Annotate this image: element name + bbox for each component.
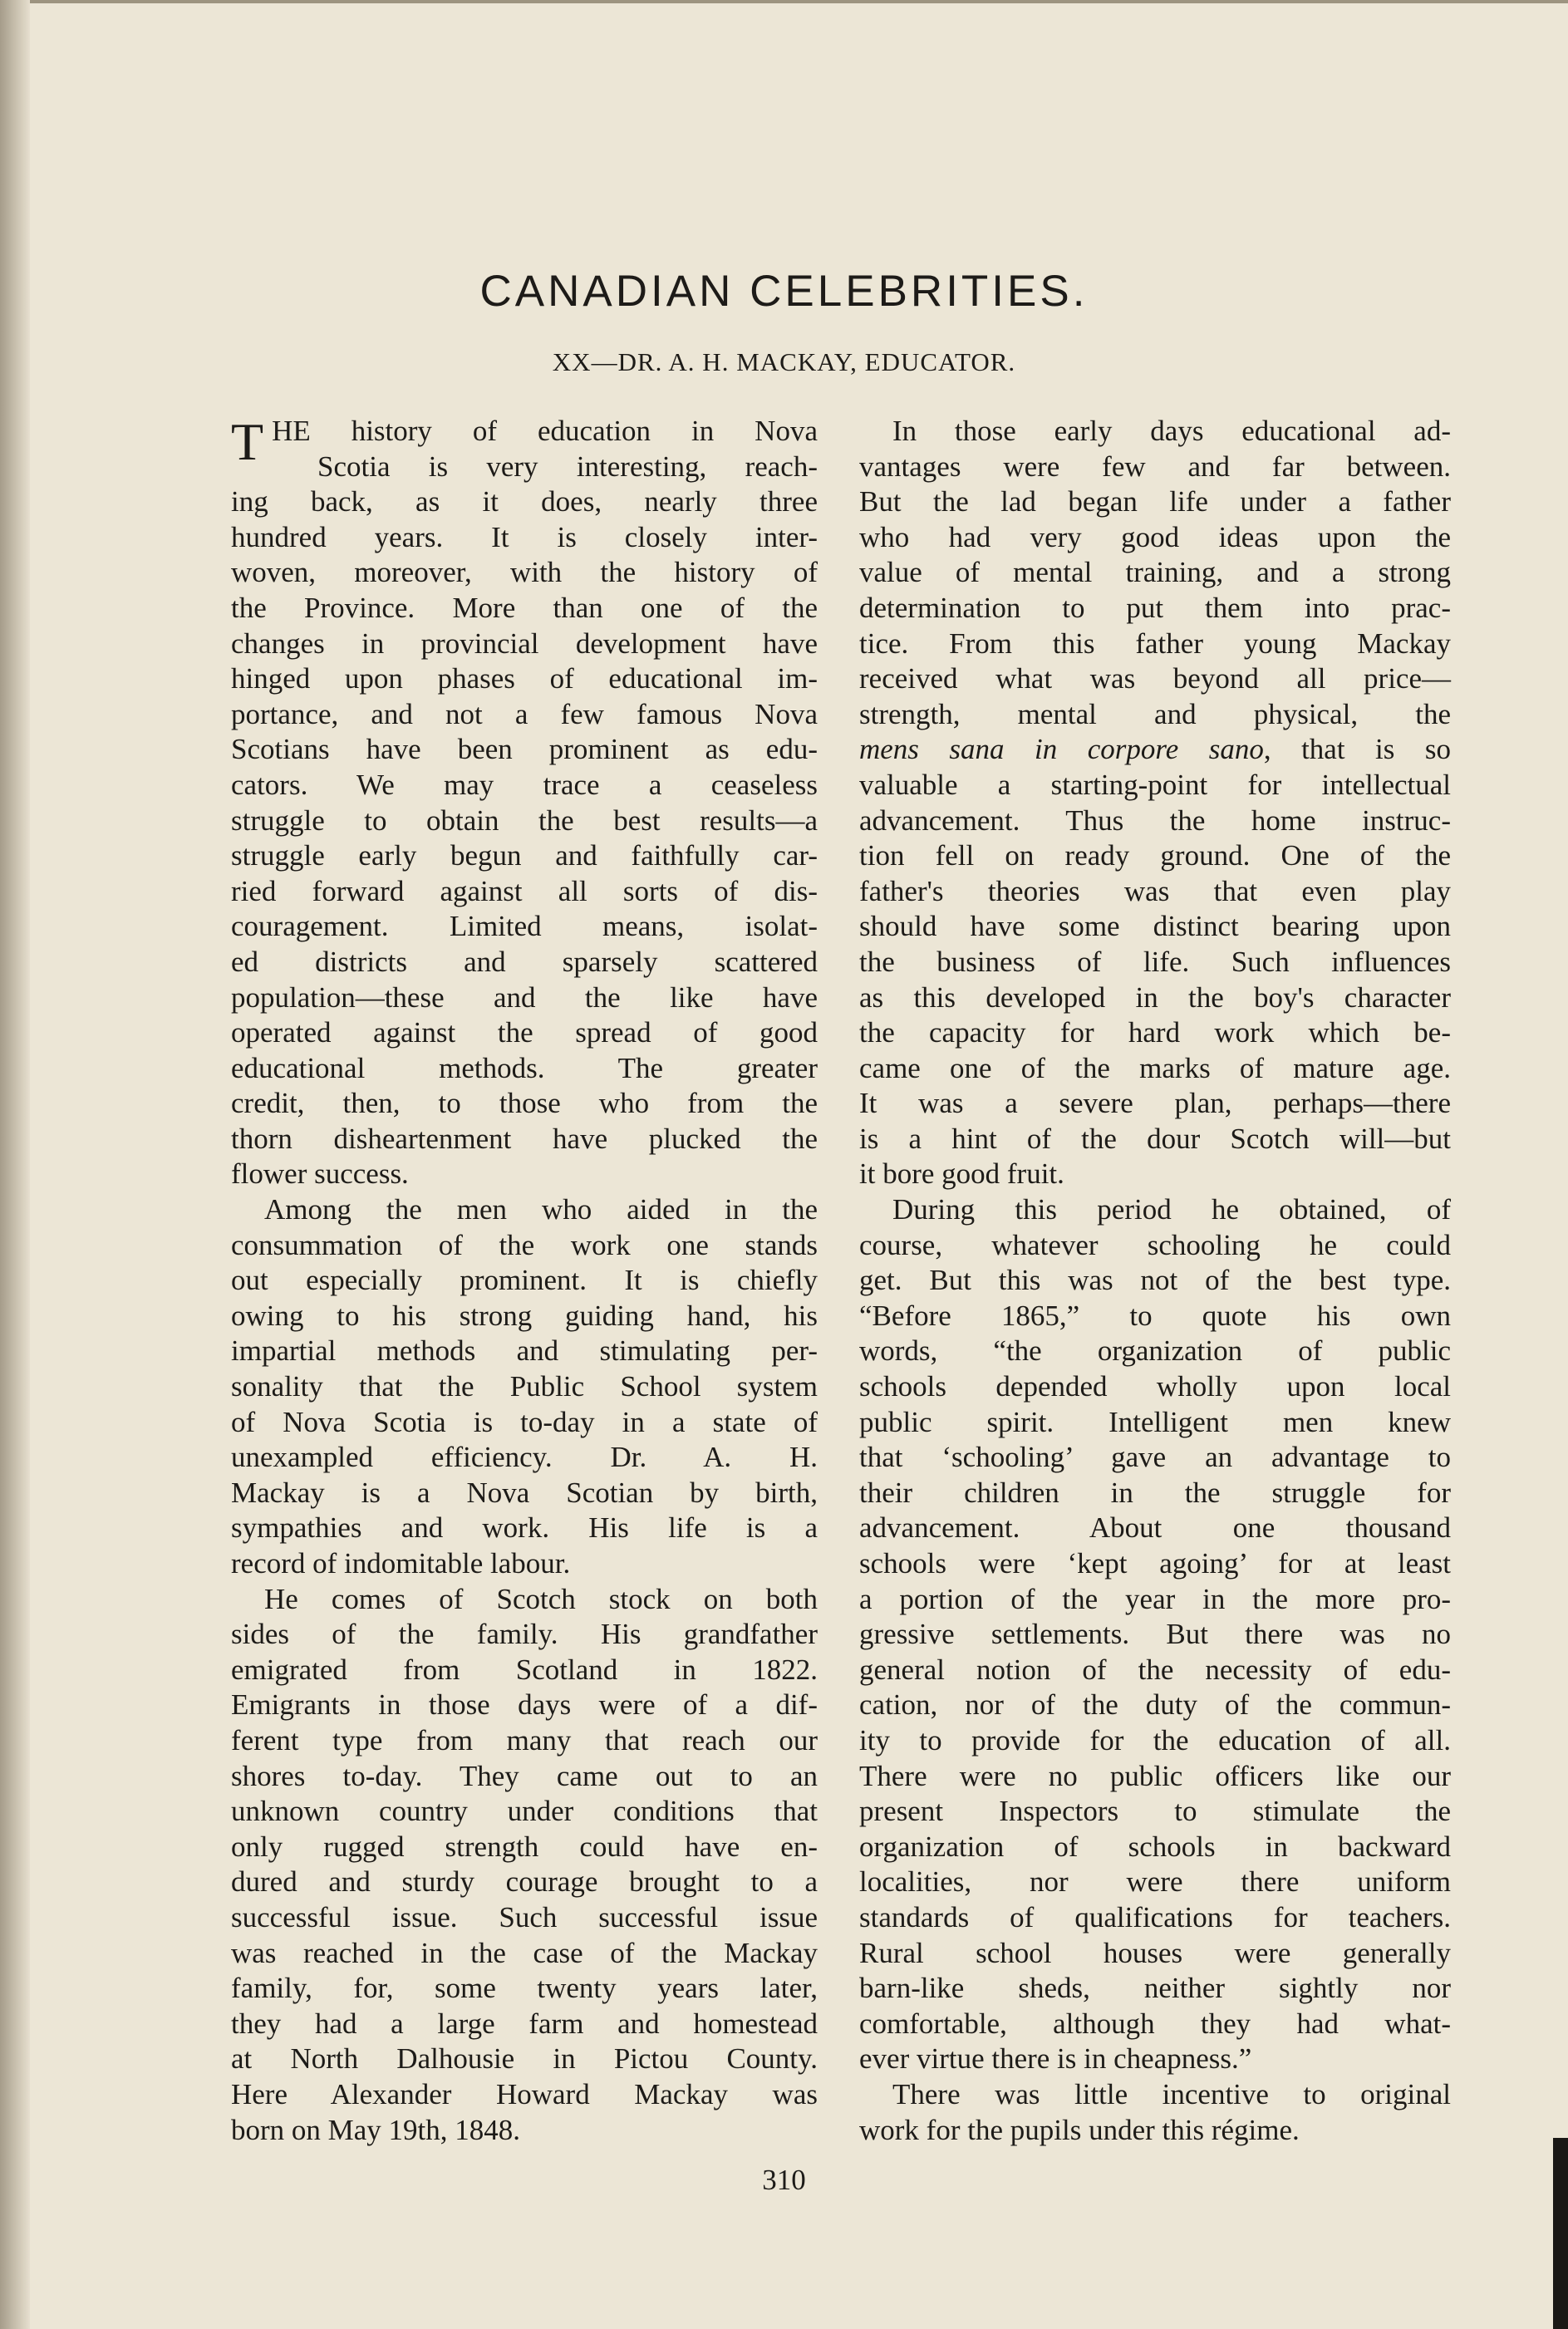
text-line: Among the men who aided in the (264, 1193, 818, 1226)
text-line: out especially prominent. It is chiefly (231, 1264, 818, 1297)
text-line: came one of the marks of mature age. (859, 1051, 1451, 1084)
text-line: Here Alexander Howard Mackay was (231, 2077, 818, 2110)
text-line: Mackay is a Nova Scotian by birth, (231, 1476, 818, 1509)
text-line: shores to-day. They came out to an (231, 1759, 818, 1792)
text-line: educational methods. The greater (231, 1051, 818, 1084)
text-line: they had a large farm and homestead (231, 2007, 818, 2040)
text-line: successful issue. Such successful issue (231, 1900, 818, 1933)
text-line: work for the pupils under this régime. (859, 2113, 1300, 2146)
text-line: who had very good ideas upon the (859, 520, 1451, 553)
text-line: In those early days educational ad- (892, 415, 1451, 447)
text-line: should have some distinct bearing upon (859, 910, 1451, 943)
text-line: received what was beyond all price— (859, 662, 1451, 695)
page-number: 310 (762, 2164, 806, 2196)
left-column (231, 414, 818, 2148)
text-line: words, “the organization of public (859, 1334, 1451, 1368)
text-line: advancement. Thus the home instruc- (859, 803, 1451, 837)
text-line: There was little incentive to original (892, 2077, 1451, 2110)
text-line: Rural school houses were generally (859, 1936, 1451, 1969)
text-line: unknown country under conditions that (231, 1795, 818, 1828)
text-line: the capacity for hard work which be- (859, 1016, 1451, 1049)
text-line: Scotia is very interesting, reach- (317, 450, 818, 483)
text-line: But the lad began life under a father (859, 485, 1451, 518)
text-line: gressive settlements. But there was no (859, 1618, 1451, 1651)
text-line: There were no public officers like our (859, 1759, 1451, 1792)
text-line: of Nova Scotia is to-day in a state of (231, 1405, 818, 1438)
text-line: valuable a starting-point for intellectual (859, 768, 1451, 801)
text-line: cation, nor of the duty of the commun- (859, 1688, 1451, 1722)
drop-cap: T (231, 412, 264, 471)
text-line: ever virtue there is in cheapness.” (859, 2042, 1252, 2076)
text-line: their children in the struggle for (859, 1476, 1451, 1509)
text-line: flower success. (231, 1157, 409, 1191)
text-line: determination to put them into prac- (859, 591, 1451, 624)
text-line: schools were ‘kept agoing’ for at least (859, 1547, 1451, 1580)
text-line: standards of qualifications for teachers. (859, 1900, 1451, 1933)
text-line: localities, nor were there uniform (859, 1865, 1451, 1899)
text-line: struggle early begun and faithfully car- (231, 839, 818, 872)
text-line: cators. We may trace a ceaseless (231, 768, 818, 801)
text-line: at North Dalhousie in Pictou County. (231, 2042, 818, 2076)
text-line: struggle to obtain the best results—a (231, 803, 818, 837)
text-line: tice. From this father young Mackay (859, 626, 1451, 660)
text-line: Emigrants in those days were of a dif- (231, 1688, 818, 1722)
text-line: emigrated from Scotland in 1822. (231, 1653, 818, 1686)
text-line: sonality that the Public School system (231, 1370, 818, 1403)
text-line: ferent type from many that reach our (231, 1723, 818, 1757)
text-line: portance, and not a few famous Nova (231, 697, 818, 730)
text-line: course, whatever schooling he could (859, 1228, 1451, 1261)
text-line: father's theories was that even play (859, 874, 1451, 907)
text-line: the business of life. Such influences (859, 945, 1451, 978)
text-line: credit, then, to those who from the (231, 1087, 818, 1120)
text-line: present Inspectors to stimulate the (859, 1795, 1451, 1828)
text-line: impartial methods and stimulating per- (231, 1334, 818, 1368)
right-column (859, 414, 1451, 2148)
text-line: only rugged strength could have en- (231, 1830, 818, 1863)
text-line: couragement. Limited means, isolat- (231, 910, 818, 943)
text-line: born on May 19th, 1848. (231, 2113, 521, 2146)
text-line: the Province. More than one of the (231, 591, 818, 624)
article-title: CANADIAN CELEBRITIES. (479, 267, 1089, 316)
text-line: woven, moreover, with the history of (231, 556, 818, 589)
text-line: mens sana in corpore sano, that is so (859, 733, 1451, 766)
latin-phrase: mens sana in corpore sano (859, 733, 1264, 766)
text-line: was reached in the case of the Mackay (231, 1936, 818, 1969)
text-line: family, for, some twenty years later, (231, 1972, 818, 2005)
first-line-text: HE history of education in Nova (272, 415, 818, 447)
text-line: During this period he obtained, of (892, 1193, 1451, 1226)
text-line: ity to provide for the education of all. (859, 1723, 1451, 1757)
page-top-edge (30, 0, 1568, 3)
text-line: population—these and the like have (231, 980, 818, 1014)
text-line: “Before 1865,” to quote his own (859, 1299, 1451, 1332)
text-line: vantages were few and far between. (859, 450, 1451, 483)
text-line: unexampled efficiency. Dr. A. H. (231, 1441, 818, 1474)
text-line: It was a severe plan, perhaps—there (859, 1087, 1451, 1120)
text-line: get. But this was not of the best type. (859, 1264, 1451, 1297)
text-line: tion fell on ready ground. One of the (859, 839, 1451, 872)
text-line: thorn disheartenment have plucked the (231, 1122, 818, 1155)
text-line: value of mental training, and a strong (859, 556, 1451, 589)
text-line: sides of the family. His grandfather (231, 1618, 818, 1651)
text-line: comfortable, although they had what- (859, 2007, 1451, 2040)
text-line: strength, mental and physical, the (859, 697, 1451, 730)
text-line: Scotians have been prominent as edu- (231, 733, 818, 766)
text-line: that ‘schooling’ gave an advantage to (859, 1441, 1451, 1474)
text-line: changes in provincial development have (231, 626, 818, 660)
text-line: sympathies and work. His life is a (231, 1511, 818, 1545)
text-line: as this developed in the boy's character (859, 980, 1451, 1014)
text-line: hinged upon phases of educational im- (231, 662, 818, 695)
text-line: barn-like sheds, neither sightly nor (859, 1972, 1451, 2005)
text-line: hundred years. It is closely inter- (231, 520, 818, 553)
text-line: is a hint of the dour Scotch will—but (859, 1122, 1451, 1155)
text-line: it bore good fruit. (859, 1157, 1064, 1191)
text-line: consummation of the work one stands (231, 1228, 818, 1261)
text-line: general notion of the necessity of edu- (859, 1653, 1451, 1686)
text-line: schools depended wholly upon local (859, 1370, 1451, 1403)
text-line: ing back, as it does, nearly three (231, 485, 818, 518)
text-line: He comes of Scotch stock on both (264, 1582, 818, 1615)
text-line: owing to his strong guiding hand, his (231, 1299, 818, 1332)
text-line: organization of schools in backward (859, 1830, 1451, 1863)
text-line: a portion of the year in the more pro- (859, 1582, 1451, 1615)
text-line: record of indomitable labour. (231, 1547, 571, 1580)
text-line: ed districts and sparsely scattered (231, 945, 818, 978)
text-line: operated against the spread of good (231, 1016, 818, 1049)
text-line: dured and sturdy courage brought to a (231, 1865, 818, 1899)
text-line: advancement. About one thousand (859, 1511, 1451, 1545)
text-line: ried forward against all sorts of dis- (231, 874, 818, 907)
article-subtitle: XX—DR. A. H. MACKAY, EDUCATOR. (552, 347, 1016, 376)
text-line: public spirit. Intelligent men knew (859, 1405, 1451, 1438)
